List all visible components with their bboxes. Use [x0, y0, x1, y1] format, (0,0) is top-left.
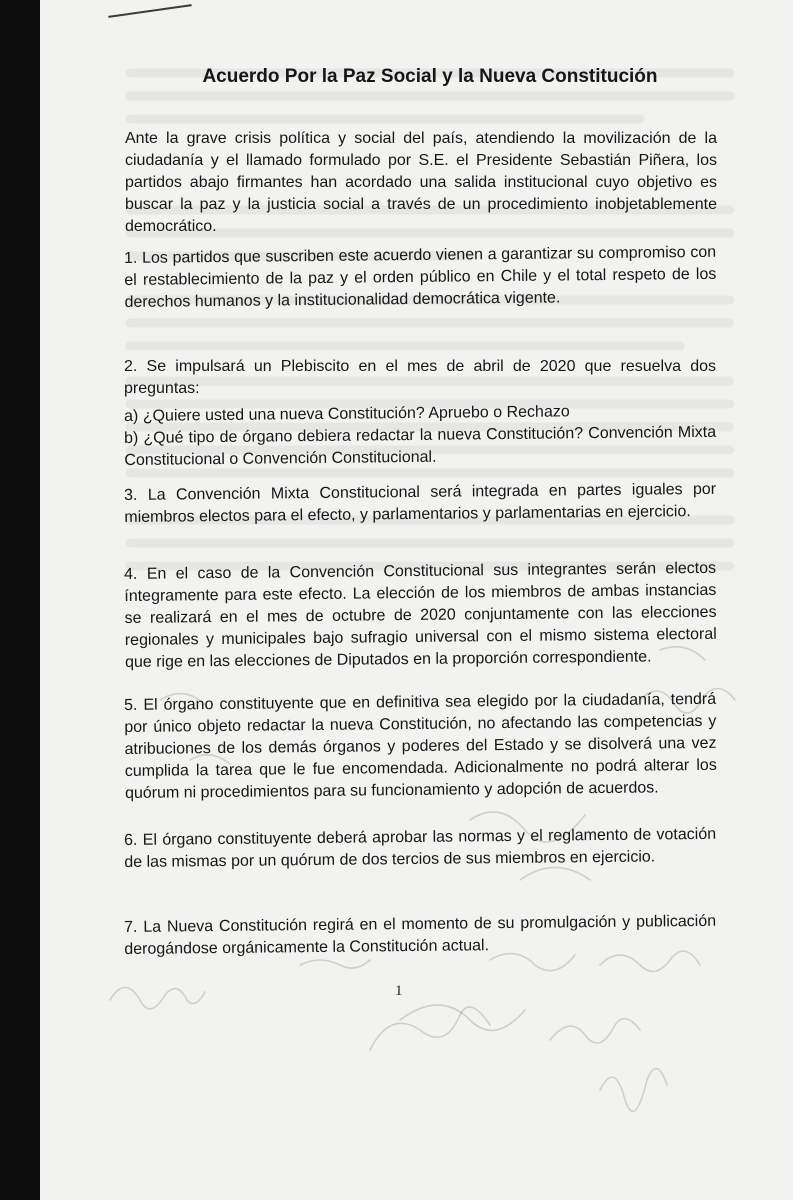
question-a: a) ¿Quiere usted una nueva Constitución? Apruebo o Rechazo: [124, 403, 570, 425]
intro-paragraph: Ante la grave crisis política y social del país, atendiendo la movilización de la ciudadanía y el llamado formulado por S.E. el Presidente Sebastián Piñera, los partidos abajo firmantes han acordado una salida institucional cuyo objetivo es buscar la paz y la justicia social a través de un procedimiento inobjetablemente democrático.: [125, 130, 717, 235]
document-title: Acuerdo Por la Paz Social y la Nueva Constitución: [202, 66, 658, 87]
point-5-paragraph: 5. El órgano constituyente que en definitiva sea elegido por la ciudadanía, tendrá por único objeto redactar la nueva Constitución, no afectando las competencias y atribuciones de los demás órganos y poderes del Estado y se disolverá una vez cumplida la tarea que le fue encomendada. Adicionalmente no podrá alterar los quórum ni procedimientos para su funcionamiento y adopción de acuerdos.: [124, 690, 717, 802]
point-1-paragraph: 1. Los partidos que suscriben este acuerdo vienen a garantizar su compromiso con el restablecimiento de la paz y el orden público en Chile y el total respeto de los derechos humanos y la institucionalidad democrática vigente.: [124, 243, 717, 311]
document-page: [40, 0, 793, 1200]
point-6-paragraph: 6. El órgano constituyente deberá aprobar las normas y el reglamento de votación de las mismas por un quórum de dos tercios de sus miembros en ejercicio.: [124, 825, 717, 871]
point-2-paragraph: 2. Se impulsará un Plebiscito en el mes de abril de 2020 que resuelva dos preguntas:: [124, 358, 716, 397]
point-7-paragraph: 7. La Nueva Constitución regirá en el momento de su promulgación y publicación derogándose orgánicamente la Constitución actual.: [124, 912, 717, 958]
question-b: b) ¿Qué tipo de órgano debiera redactar la nueva Constitución? Convención Mixta Constitucional o Convención Constitucional.: [124, 423, 717, 469]
point-3-paragraph: 3. La Convención Mixta Constitucional será integrada en partes iguales por miembros electos para el efecto, y parlamentarios y parlamentarias en ejercicio.: [124, 480, 717, 526]
scan-left-edge: [0, 0, 40, 1200]
page-number: 1: [395, 983, 403, 999]
point-4-paragraph: 4. En el caso de la Convención Constitucional sus integrantes serán electos íntegramente para este efecto. La elección de los miembros de ambas instancias se realizará en el mes de octubre de 2020 conjuntamente con las elecciones regionales y municipales bajo sufragio universal con el mismo sistema electoral que rige en las elecciones de Diputados en la proporción correspondiente.: [124, 559, 717, 671]
